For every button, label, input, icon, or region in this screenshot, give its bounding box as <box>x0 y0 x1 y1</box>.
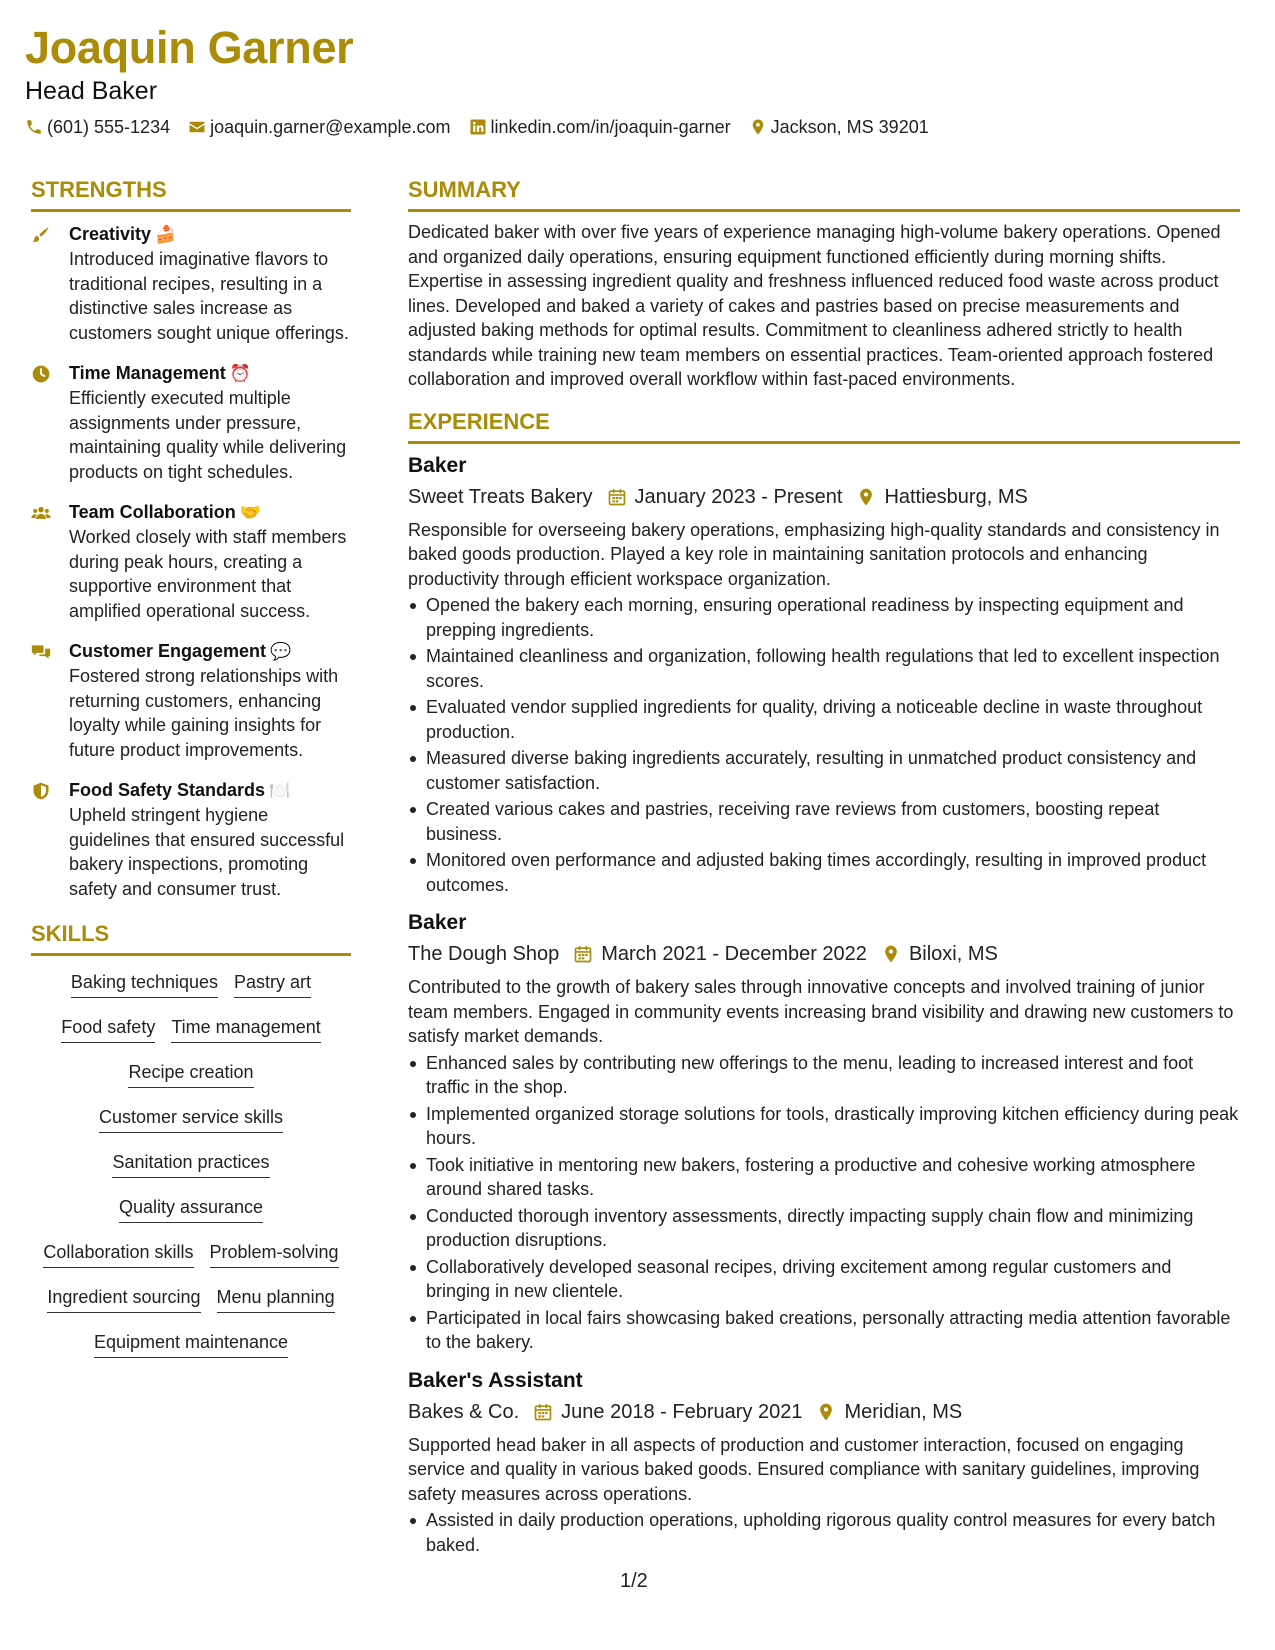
job-position: Baker <box>408 911 467 934</box>
job-location: Biloxi, MS <box>908 943 998 965</box>
job-dates: March 2021 - December 2022 <box>601 943 867 965</box>
left-column <box>31 175 351 1373</box>
contact-location <box>749 117 929 138</box>
calendar-icon <box>573 944 593 964</box>
job-meta <box>408 940 1240 968</box>
resume-header <box>25 22 1245 140</box>
contact-phone[interactable] <box>25 117 170 138</box>
summary-text: Dedicated baker with over five years of experience managing high-volume bakery operations. Opened and organized daily operations, ensuring equipment functioned efficiently during morning shifts. Expertise in assessing ingredient quality and freshness influenced reduced food waste across product lines. Developed and baked a variety of cakes and pastries based on precise measurements and adjusted baking methods for optimal results. Commitment to cleanliness adhered strictly to health standards while training new team members on essential practices. Team-oriented approach fostered collaboration and improved overall workflow within fast-paced environments. <box>408 222 1221 389</box>
strength-description: Introduced imaginative flavors to traditional recipes, resulting in a distinctive sales increase as customers sought unique offerings. <box>69 249 349 343</box>
strength-name: Creativity <box>69 224 152 244</box>
alarm-clock-emoji: ⏰ <box>229 364 251 383</box>
strength-description: Fostered strong relationships with returning customers, enhancing loyalty while gaining insights for future product improvements. <box>69 666 339 760</box>
job-bullet: Conducted thorough inventory assessments, directly impacting supply chain flow and minimizing production disruptions. <box>408 1204 1240 1253</box>
job-bullet: Evaluated vendor supplied ingredients for quality, driving a noticeable decline in waste throughout production. <box>408 695 1240 744</box>
skill-tag: Equipment maintenance <box>94 1328 288 1358</box>
experience-heading: EXPERIENCE <box>408 407 1240 444</box>
comments-icon <box>31 642 51 662</box>
job-bullet: Collaboratively developed seasonal recipes, driving excitement among regular customers and bringing in new clientele. <box>408 1255 1240 1304</box>
phone-icon <box>25 118 43 136</box>
job-bullets <box>408 1051 1240 1355</box>
strength-name: Time Management <box>69 363 226 383</box>
skill-tag: Collaboration skills <box>43 1238 193 1268</box>
job-company: Sweet Treats Bakery <box>408 485 593 508</box>
calendar-icon <box>607 487 627 507</box>
users-icon <box>31 503 51 523</box>
job-dates: January 2023 - Present <box>634 485 843 508</box>
job-location: Hattiesburg, MS <box>884 485 1028 508</box>
job-entry <box>408 452 1240 898</box>
phone-text: (601) 555-1234 <box>47 116 171 137</box>
job-bullet: Monitored oven performance and adjusted baking times accordingly, resulting in improved product outcomes. <box>408 848 1240 897</box>
strength-item <box>31 639 351 762</box>
skill-tag: Food safety <box>61 1013 155 1043</box>
calendar-icon <box>533 1402 553 1422</box>
strength-item <box>31 778 351 901</box>
job-location: Meridian, MS <box>844 1400 963 1423</box>
skill-tag: Ingredient sourcing <box>47 1283 200 1313</box>
job-entry <box>408 909 1240 1355</box>
handshake-emoji: 🤝 <box>239 503 261 522</box>
skill-tag: Baking techniques <box>71 968 218 998</box>
paintbrush-icon <box>31 225 51 245</box>
job-description: Supported head baker in all aspects of production and customer interaction, focused on engaging service and quality in various baked goods. Ensured compliance with sanitary guidelines, improving safety measures across operations. <box>408 1434 1200 1504</box>
strength-item <box>31 222 351 345</box>
skill-tag: Pastry art <box>234 968 311 998</box>
strength-item <box>31 361 351 484</box>
skill-tag: Quality assurance <box>119 1193 263 1223</box>
strength-description: Upheld stringent hygiene guidelines that ensured successful bakery inspections, promoting safety and consumer trust. <box>69 805 345 899</box>
contact-bar <box>25 114 1245 140</box>
job-company: The Dough Shop <box>408 943 560 965</box>
page-number: 1/2 <box>620 1570 648 1592</box>
job-position: Baker's Assistant <box>408 1368 583 1392</box>
skill-tag: Customer service skills <box>99 1103 283 1133</box>
summary-heading: SUMMARY <box>408 175 1240 212</box>
job-bullet: Implemented organized storage solutions for tools, drastically improving kitchen efficiency during peak hours. <box>408 1102 1240 1151</box>
skill-tag: Problem-solving <box>210 1238 339 1268</box>
job-bullet: Maintained cleanliness and organization, following health regulations that led to excellent inspection scores. <box>408 644 1240 693</box>
strength-description: Efficiently executed multiple assignments under pressure, maintaining quality while delivering products on tight schedules. <box>69 388 347 482</box>
strength-name: Customer Engagement <box>69 641 267 661</box>
job-description: Contributed to the growth of bakery sales through innovative concepts and involved training of junior team members. Engaged in community events increasing brand visibility and drawing new customers to satisfy market demands. <box>408 977 1234 1046</box>
skill-tag: Menu planning <box>217 1283 335 1313</box>
job-position: Baker <box>408 453 467 477</box>
skills-list <box>31 968 351 1373</box>
job-title: Head Baker <box>25 77 158 105</box>
strength-item <box>31 500 351 623</box>
strengths-heading: STRENGTHS <box>31 175 351 212</box>
skill-tag: Sanitation practices <box>112 1148 269 1178</box>
job-meta <box>408 1398 1240 1426</box>
job-bullet: Participated in local fairs showcasing baked creations, personally attracting media attention favorable to the bakery. <box>408 1306 1240 1355</box>
skill-tag: Time management <box>171 1013 320 1043</box>
job-bullets <box>408 1508 1240 1557</box>
map-pin-icon <box>749 118 767 136</box>
job-description: Responsible for overseeing bakery operations, emphasizing high-quality standards and consistency in baked goods production. Played a key role in maintaining sanitation protocols and enhancing productivity through efficient workspace organization. <box>408 519 1220 589</box>
location-text: Jackson, MS 39201 <box>770 116 929 137</box>
contact-email[interactable] <box>188 117 450 138</box>
speech-bubble-emoji: 💬 <box>270 642 292 661</box>
skills-heading: SKILLS <box>31 919 351 956</box>
strength-name: Team Collaboration <box>69 502 236 522</box>
strengths-list <box>31 222 351 901</box>
job-bullet: Measured diverse baking ingredients accurately, resulting in unmatched product consistency and customer satisfaction. <box>408 746 1240 795</box>
job-bullet: Enhanced sales by contributing new offerings to the menu, leading to increased interest and foot traffic in the shop. <box>408 1051 1240 1100</box>
job-company: Bakes & Co. <box>408 1400 520 1423</box>
envelope-icon <box>188 118 206 136</box>
clock-icon <box>31 364 51 384</box>
job-bullets <box>408 593 1240 897</box>
skills-section <box>31 919 351 1373</box>
map-pin-icon <box>816 1402 836 1422</box>
plate-emoji: 🍽️ <box>269 781 291 800</box>
job-bullet: Took initiative in mentoring new bakers, fostering a productive and cohesive working atmosphere around shared tasks. <box>408 1153 1240 1202</box>
experience-section <box>408 407 1240 1558</box>
contact-linkedin[interactable] <box>469 117 731 138</box>
job-bullet: Created various cakes and pastries, receiving rave reviews from customers, boosting repeat business. <box>408 797 1240 846</box>
linkedin-text: linkedin.com/in/joaquin-garner <box>490 116 731 137</box>
map-pin-icon <box>856 487 876 507</box>
job-bullet: Opened the bakery each morning, ensuring operational readiness by inspecting equipment and prepping ingredients. <box>408 593 1240 642</box>
skill-tag: Recipe creation <box>128 1058 253 1088</box>
email-text: joaquin.garner@example.com <box>210 116 451 137</box>
right-column <box>408 175 1240 1559</box>
strength-description: Worked closely with staff members during peak hours, creating a supportive environment that amplified operational success. <box>69 527 347 621</box>
job-dates: June 2018 - February 2021 <box>561 1400 803 1423</box>
shield-icon <box>31 781 51 801</box>
strength-name: Food Safety Standards <box>69 780 266 800</box>
cake-emoji: 🍰 <box>155 225 177 244</box>
job-bullet: Assisted in daily production operations, upholding rigorous quality control measures for every batch baked. <box>408 1508 1240 1557</box>
job-meta <box>408 483 1240 511</box>
job-entry <box>408 1367 1240 1558</box>
map-pin-icon <box>881 944 901 964</box>
linkedin-icon <box>469 118 487 136</box>
candidate-name: Joaquin Garner <box>25 22 354 73</box>
